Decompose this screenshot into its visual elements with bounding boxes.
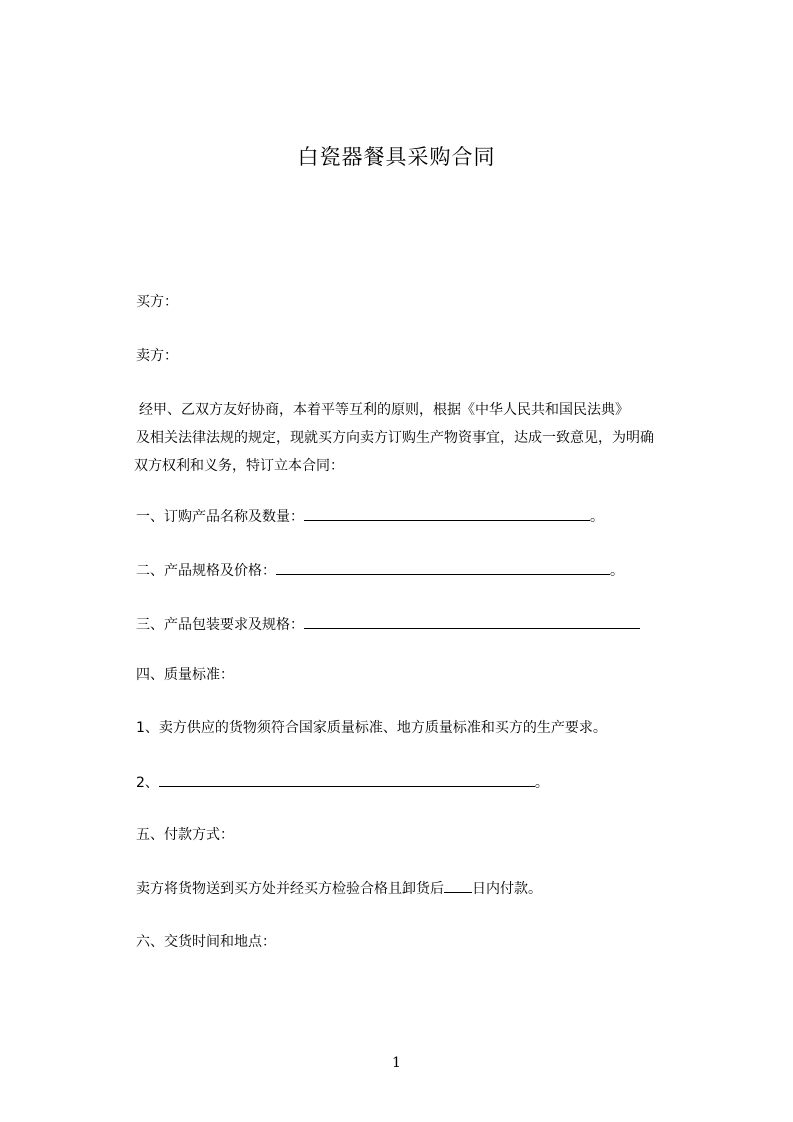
preamble-line-1: 经甲、乙双方友好协商，本着平等互利的原则，根据《中华人民共和国民法典》 [139, 402, 629, 418]
document-title: 白瓷器餐具采购合同 [297, 145, 496, 169]
quality-item-2 [136, 772, 549, 793]
quality-item-2-end: 。 [534, 775, 549, 791]
fill-blank [444, 878, 472, 893]
section-1-line [136, 506, 604, 527]
payment-text-before: 卖方将货物送到买方处并经买方检验合格且卸货后 [136, 881, 444, 897]
section-4-heading: 四、质量标准： [136, 667, 234, 683]
seller-line: 卖方： [136, 348, 178, 364]
section-1-label: 一、订购产品名称及数量： [136, 509, 304, 525]
section-3-line [136, 614, 640, 635]
preamble-line-3: 双方权利和义务，特订立本合同： [134, 458, 344, 474]
section-1-end: 。 [590, 509, 604, 525]
section-6-heading: 六、交货时间和地点： [136, 934, 276, 950]
payment-terms-line [136, 878, 542, 899]
fill-blank [304, 614, 640, 629]
payment-text-after: 日内付款。 [472, 881, 542, 897]
fill-blank [276, 560, 610, 575]
fill-blank [304, 506, 590, 521]
page-number: 1 [392, 1055, 401, 1071]
section-3-label: 三、产品包装要求及规格： [136, 617, 304, 633]
preamble-line-2: 及相关法律法规的规定，现就买方向卖方订购生产物资事宜，达成一致意见，为明确 [136, 430, 654, 446]
buyer-line: 买方： [136, 294, 178, 310]
section-2-label: 二、产品规格及价格： [136, 563, 276, 579]
preamble-paragraph [136, 396, 696, 480]
quality-item-2-label: 2、 [136, 775, 159, 791]
section-2-end: 。 [610, 563, 624, 579]
section-5-heading: 五、付款方式： [136, 827, 234, 843]
fill-blank [159, 772, 535, 787]
quality-item-1: 1、卖方供应的货物须符合国家质量标准、地方质量标准和买方的生产要求。 [136, 720, 607, 736]
section-2-line [136, 560, 624, 581]
